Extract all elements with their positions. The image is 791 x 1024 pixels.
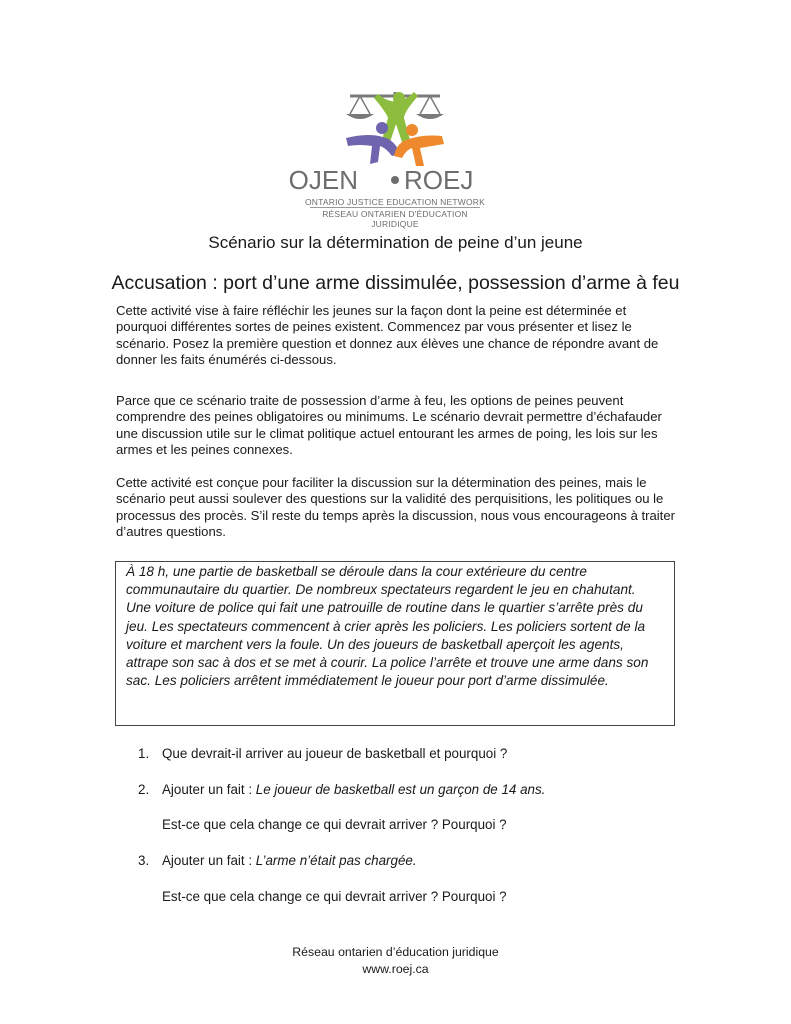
scenario-box: À 18 h, une partie de basketball se déroule dans la cour extérieure du centre communautaire du quartier. De nombreux spectateurs regardent le jeu en chahutant. Une voiture de police qui fait une patrouille de routine dans le quartier s’arrête près du jeu. Les spectateurs commencent à crier après les policiers. Les policiers sortent de la voiture et marchent vers la foule. Un des joueurs de basketball aperçoit les agents, attrape son sac à dos et se met à courir. La police l’arrête et trouve une arme dans son sac. Les policiers arrêtent immédiatement le joueur pour port d’arme dissimulée. (115, 561, 675, 726)
logo-wordmark-ojen: OJEN (288, 165, 358, 195)
question-3-fact: L’arme n’était pas chargée. (255, 853, 417, 868)
question-1-text: Que devrait-il arriver au joueur de basketball et pourquoi ? (162, 746, 508, 761)
scales-of-justice-logo-icon (288, 88, 490, 198)
logo-wordmark-roej: ROEJ (404, 165, 474, 195)
question-2-followup: Est-ce que cela change ce qui devrait arriver ? Pourquoi ? (162, 817, 507, 832)
question-1-number: 1. (138, 746, 150, 761)
question-2-prefix: Ajouter un fait : (162, 782, 256, 797)
document-subtitle: Scénario sur la détermination de peine d’un jeune (208, 233, 583, 252)
question-2-fact: Le joueur de basketball est un garçon de 14 ans. (255, 782, 546, 797)
ojen-roej-logo (288, 88, 490, 229)
question-2-line (162, 781, 545, 798)
question-3-followup: Est-ce que cela change ce qui devrait arriver ? Pourquoi ? (162, 889, 507, 904)
logo-divider (310, 207, 480, 208)
question-2-number: 2. (138, 782, 150, 797)
question-3-prefix: Ajouter un fait : (162, 853, 256, 868)
logo-org-fr: RÉSEAU ONTARIEN D'ÉDUCATION JURIDIQUE (322, 209, 468, 229)
footer-url: www.roej.ca (362, 962, 429, 976)
intro-paragraph-2: Parce que ce scénario traite de possession d’arme à feu, les options de peines peuvent comprendre des peines obligatoires ou minimums. Le scénario devrait permettre d’échafauder une discussion utile sur le climat politique actuel entourant les armes de poing, les lois sur les armes et les peines connexes. (116, 393, 662, 457)
intro-paragraph-1: Cette activité vise à faire réfléchir les jeunes sur la façon dont la peine est déterminée et pourquoi différentes sortes de peines existent. Commencez par vous présenter et lisez le scénario. Posez la première question et donnez aux élèves une chance de répondre avant de donner les faits énumérés ci-dessous. (116, 303, 659, 367)
logo-org-en: ONTARIO JUSTICE EDUCATION NETWORK (304, 197, 486, 207)
intro-paragraph-3: Cette activité est conçue pour faciliter la discussion sur la détermination des peines, mais le scénario peut aussi soulever des questions sur la validité des perquisitions, les politiques ou le processus des procès. S’il reste du temps après la discussion, nous vous encourageons à traiter d’autres questions. (116, 475, 675, 539)
footer-org: Réseau ontarien d’éducation juridique (292, 945, 499, 959)
question-3-number: 3. (138, 853, 150, 868)
question-3-line (162, 852, 417, 869)
document-title: Accusation : port d’une arme dissimulée, possession d’arme à feu (111, 272, 680, 294)
